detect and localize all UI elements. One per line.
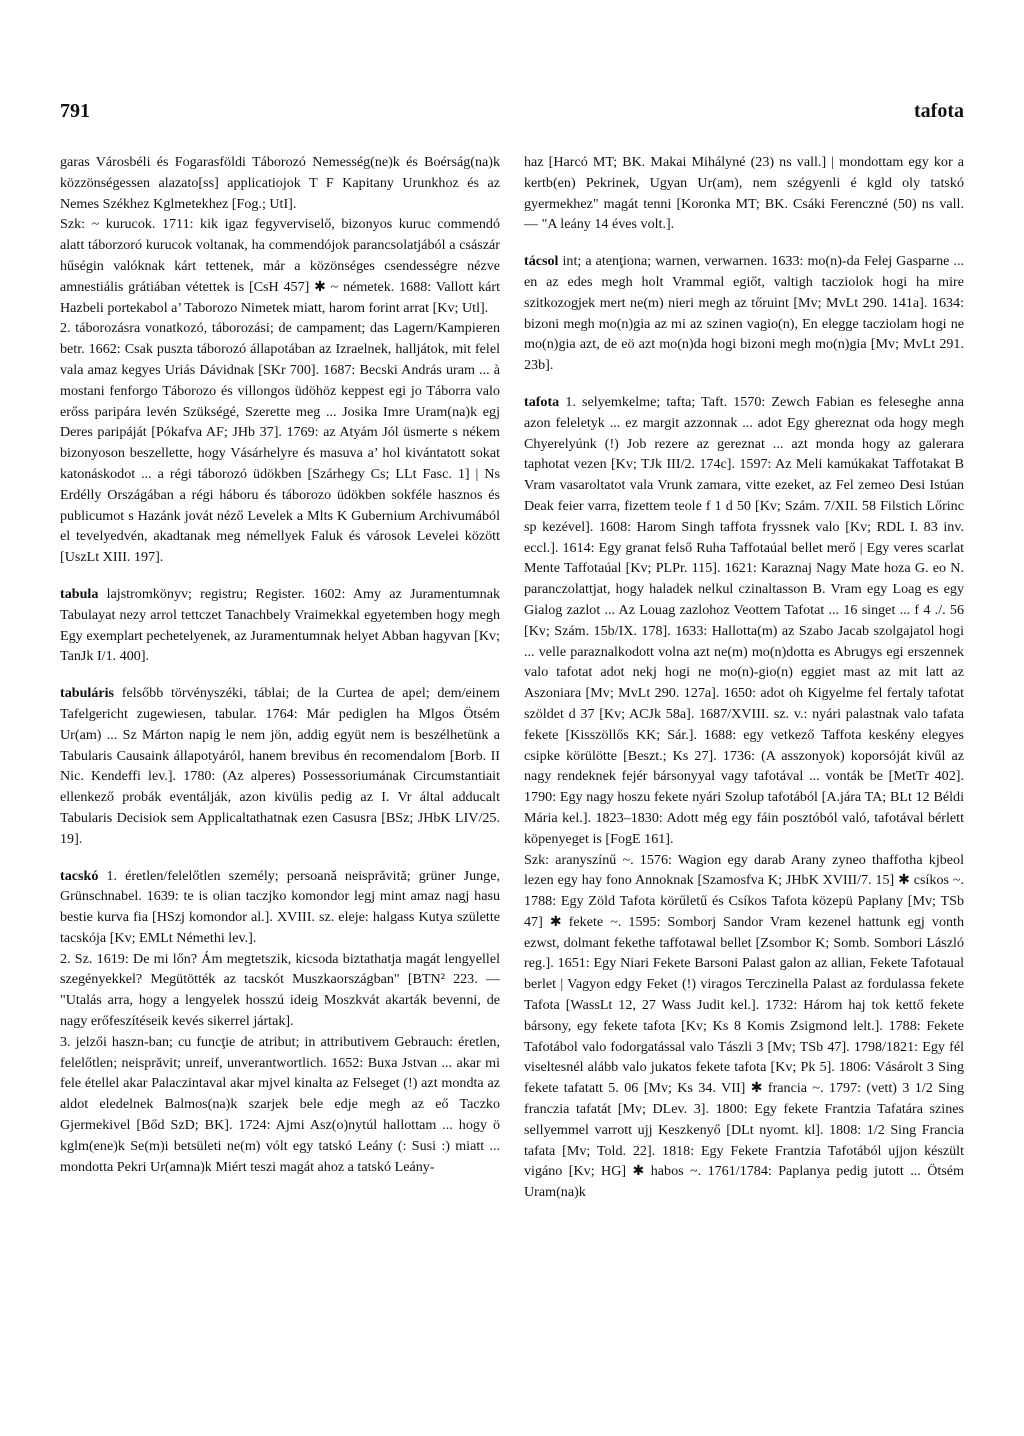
- right-column: [524, 152, 964, 1203]
- entry-text: 2. Sz. 1619: De mi lőn? Ám megtetszik, kicsoda biztathatja magát lengyellel szegényekkel? Megütötték az tacskót Muszkaországban" [BTN² 223. — "Utalás arra, hogy a lengyelek hosszú ideig Moszkvát akarták bevenni, de nagy erőfeszítéseik kevés sikerrel jártak].: [60, 950, 500, 1030]
- page-number: 791: [60, 100, 90, 122]
- entry-text: felsőbb törvényszéki, táblai; de la Curtea de apel; dem/einem Tafelgericht zugewiesen, tabular. 1764: Már pediglen ha Mlgos Ötsém Ur(am) ... Sz Márton napig le nem jön, addig együt nem is beszélhetünk a Tabularis Causaink állapotyáról, hanem brevibus én recomendalom [Borb. II Nic. Kendeffi lev.]. 1780: (Az alperes) Possessoriumának Circumstantiait ellenkező probák eventálják, azon kivülis pedig az I. Vr által adducalt Tabularis Decisiok sem Applicaltathatnak ezen Casusra [BSz; JHbK LIV/25. 19].: [60, 685, 500, 847]
- entry-paragraph: [60, 584, 500, 667]
- entry-text: 1. selyemkelme; tafta; Taft. 1570: Zewch Fabian es feleseghe anna azon feleletyk ... ez margit azzonnak ... adot Egy ghereznat oda hogy megh Chyerelyúnk (!) Job rezere az gereznat ... azt monda hogy az galerara taphotat vezen [Kv; TJk III/2. 174c]. 1597: Az Meli kamúkakat Taffotakat B Vram vasaroltatot vala Vrunk zamara, vitte ezeket, az Fel zemeo Desi Istúan Deak feier varra, fizettem teole f 1 d 50 [Kv; Szám. 7/XII. 58 Filstich Lőrinc sp kezével]. 1608: Harom Singh taffota fryssnek valo [Kv; RDL I. 83 inv. eccl.]. 1614: Egy granat felső Ruha Taffotaúal bellet merő | Egy veres scarlat Mente Taffotaúal [Kv; PLPr. 115]. 1621: Karaznaj Nagy Mate hoza G. eo N. paranczolattjat, hogy haladek nelkul czinaltasson B. Vram egy Loag es egy Gialog zazlot ... Az Louag zazlohoz Veottem Tafotat ... 16 singet ... f 4 ./. 56 [Kv; Szám. 15b/IX. 178]. 1633: Hallotta(m) az Szabo Jacab szolgajatol hogi ... velle paraznalkodott volna azt ne(m) mo(n)dotta es Abrugys egi erszennek valo tafotat adot nekj hogi ne mo(n)-gio(n) eggiet mast az mit latt az Aszoniara [Mv; MvLt 290. 127a]. 1650: adot oh Kigyelme fel fertaly tafotat szöldet d 37 [Kv; ACJk 58a]. 1687/XVIII. sz. v.: nyári palastnak valo tafata fekete [Kisszöllős KK; Sár.]. 1688: egy vetkező Taffota keskény elegyes csipke körülötte [Beszt.; Ks 27]. 1736: (A asszonyok) koporsóját kivűl az nagy rendeknek fejér bársonyyal vagy tafotával ... vonták be [MetTr 402]. 1790: Egy nagy hoszu fekete nyári Szolup tafotából [A.jára TA; BLt 12 Béldi Mária kel.]. 1823–1830: Adott még egy fáin posztóból való, tafotával bérlett köpenyeget is [FogE 161].: [524, 393, 964, 847]
- entry-text: lajstromkönyv; registru; Register. 1602: Amy az Juramentumnak Tabulayat nezy arrol tettczet Tanachbely Vraimekkal egyetemben hogy megh Egy exemplart pechetelyenek, az Juramentumnak helyet Abban hagyvan [Kv; TanJk I/1. 400].: [60, 585, 500, 665]
- entry-headword: tabula: [60, 585, 99, 602]
- entry-text: 3. jelzői haszn-ban; cu funcţie de atribut; in attributivem Gebrauch: éretlen, felelőtlen; neisprăvit; unreif, unverantwortlich. 1652: Buxa Jstvan ... akar mi fele étellel akar Palaczintaval akar mjvel kinalta az Felseget (!) azt mondta az aldot eledelnek Balmos(na)k szarjek bele edje megh az eő Taczko Gjermekivel [Bőd SzD; BK]. 1724: Ajmi Asz(o)nytúl hallottam ... hogy ö kglm(ene)k Se(m)i betsületi ne(m) vólt egy tatskó Leány (: Susi :) miatt ... mondotta Pekri Ur(amna)k Miért teszi magát ahoz a tatskó Leány-: [60, 1033, 500, 1175]
- entry-text: Szk: ~ kurucok. 1711: kik igaz fegyverviselő, bizonyos kuruc commendó alatt táborzoró kurucok voltanak, ha commendójok parancsolatjából a császár hűségin valóknak kárt tettenek, már a közönséges csendességre nézve amnestiális grátiában vétettek is [CsH 457] ✱ ~ németek. 1688: Vallott kárt Hazbeli portekabol a’ Taborozo Nimetek miatt, harom forint arrat [Kv; Utl].: [60, 216, 500, 316]
- entry-headword: tabuláris: [60, 685, 115, 702]
- entry-text: 1. éretlen/felelőtlen személy; persoanǎ neisprăvită; grüner Junge, Grünschnabel. 1639: te is olian taczjko komondor legj mint amaz nagj hasu bestie kurva fia [HSzj komondor al.]. XVIII. sz. eleje: halgass Kutya születte tacskója [Kv; EMLt Némethi lev.].: [60, 867, 500, 946]
- entry-headword: tafota: [524, 393, 560, 410]
- entry-paragraph: [60, 866, 500, 949]
- entry-paragraph: [60, 318, 500, 568]
- entry-paragraph: [524, 850, 964, 1204]
- entry-text: garas Városbéli és Fogarasföldi Táborozó Nemesség(ne)k és Boérság(na)k közzönségessen alazato[ss] applicatiojok T F Kapitany Urunkhoz és az Nemes Székhez Kglmetekhez [Fog.; UtI].: [60, 154, 500, 212]
- entry-paragraph: [60, 949, 500, 1032]
- entry-text: int; a atenţiona; warnen, verwarnen. 1633: mo(n)-da Felej Gasparne ... en az edes megh holt Vrammal egiőt, valtigh tacziolok hogi ha mire szitkozogjek mert ne(m) nieri megh az tőruint [Mv; MvLt 290. 141a]. 1634: bizoni megh mo(n)gia az mi az szinen vagio(n), En elegge tacziolam hogi ne mo(n)gia azt, de eö azt mo(n)da hogi bizoni megh mo(n)gia [Mv; MvLt 291. 23b].: [524, 253, 964, 374]
- entry-paragraph: [60, 1032, 500, 1178]
- entry-paragraph: [60, 152, 500, 214]
- entry-headword: tácsol: [524, 253, 559, 270]
- entry-text: haz [Harcó MT; BK. Makai Mihályné (23) ns vall.] | mondottam egy kor a kertb(en) Pekrinek, Ugyan Ur(am), nem szégyenli é kgld oly tatskó gyermekhez" magát tenni [Koronka MT; BK. Csáki Ferenczné (50) ns vall. — "A leány 14 éves volt.].: [524, 154, 964, 233]
- entry-text: 2. táborozásra vonatkozó, táborozási; de campament; das Lagern/Kampieren betr. 1662: Csak puszta táborozó állapotában az Izraelnek, halljátok, mit felel vala amaz kegyes Uriás Dávidnak [SKr 700]. 1687: Becski András uram ... à mostani fenforgo Táborozo és villongos üdöhöz keppest egi jo Táborra valo erőss paripára levén Szükségé, Szerette meg ... Josika Imre Uram(na)k egj Deres paripáját [Pókafva AF; JHb 37]. 1769: az Atyám Jól üsmerte s nékem bizonyoson beszellette, hogy Vásárhelyre és masuva a’ hol kivántatott sokat katonáskodot ... a régi táborozó üdökben [Szárhegy Cs; LLt Fasc. 1] | Ns Erdélly Országában a régi háboru és táborozo üdökben sokféle hasznos és publicumot s Hazánk jovát néző Levelek a Mlts K Gubernium Archivumából el tevelyedvén, akadtanak meg némellyek Faluk és városok Levelei között [UszLt XIII. 197].: [60, 320, 500, 566]
- left-column: [60, 152, 500, 1177]
- entry-headword: tacskó: [60, 867, 99, 884]
- entry-text: Szk: aranyszínű ~. 1576: Wagion egy darab Arany zyneo thaffotha kjbeol lezen egy hay fono Annoknak [Szamosfva K; JHbK XVIII/7. 15] ✱ csíkos ~. 1788: Egy Zöld Tafota körűletű és Csíkos Tafota közepü Paplany [Mv; TSb 47] ✱ fekete ~. 1595: Somborj Sandor Vram kezenel hattunk egj vonth ezwst, dolmant fekethe taffotawal bellet [Zsombor K; Somb. Sombori László reg.]. 1651: Egy Niari Fekete Barsoni Palast galon az allian, Fekete Tafotaual berlet | Vagyon edgy Feket (!) viragos Terczinella Palast az fordulassa fekete Tafota [WassLt 12, 27 Wass Judit kel.]. 1732: Három haj tok kettő fekete bársony, egy fekete tafota [Kv; Ks 8 Komis Zsigmond lelt.]. 1788: Fekete Tafotábol valo fodorgatással valo Tászli 3 [Mv; TSb 47]. 1798/1821: Egy fél viseltesnél alább valo jukatos fekete tafota [Kv; Pk 5]. 1806: Vásárolt 3 Sing fekete tafatatt 5. 06 [Mv; Ks 34. VII] ✱ francia ~. 1797: (vett) 3 1/2 Sing franczia tafatát [Mv; DLev. 3]. 1800: Egy fekete Frantzia Tafatára szines sellyemmel varrott ujj Keszkenyő [DLt nyomt. kl]. 1808: 1/2 Sing Francia tafata [Mv; Told. 22]. 1818: Egy Fekete Frantzia Tafotából ujjon készült vigáno [Kv; HG] ✱ habos ~. 1761/1784: Paplanya pedig jutott ... Ötsém Uram(na)k: [524, 851, 964, 1201]
- running-head: tafota: [914, 100, 964, 122]
- entry-paragraph: [524, 251, 964, 376]
- entry-paragraph: [524, 152, 964, 235]
- entry-paragraph: [524, 392, 964, 850]
- entry-paragraph: [60, 214, 500, 318]
- entry-paragraph: [60, 683, 500, 849]
